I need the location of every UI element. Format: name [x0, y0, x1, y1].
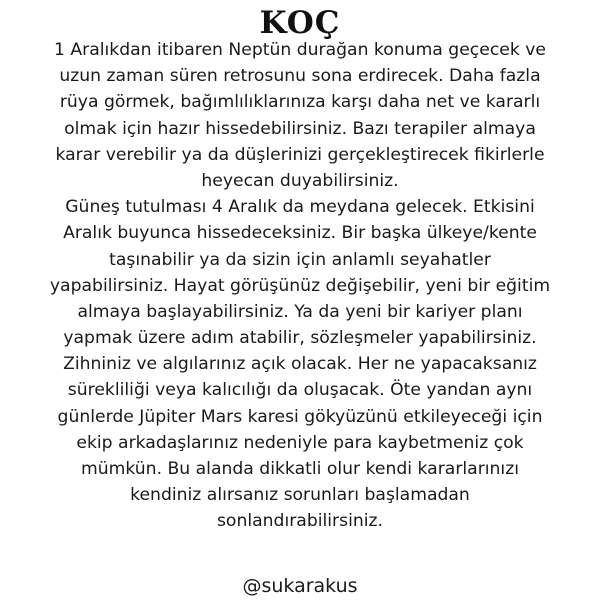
body-line: mümkün. Bu alanda dikkatli olur kendi kararlarınızı — [80, 459, 519, 479]
body-line: olmak için hazır hissedebilirsiniz. Bazı terapiler almaya — [64, 118, 536, 139]
horoscope-body — [4, 37, 596, 535]
body-line: heyecan duyabilirsiniz. — [201, 170, 399, 191]
body-line: uzun zaman süren retrosunu sona erdirecek. Daha fazla — [59, 66, 541, 87]
body-line: 1 Aralıkdan itibaren Neptün durağan konuma geçecek ve — [53, 40, 547, 60]
body-line: Aralık buyunca hissedeceksiniz. Bir başka ülkeye/kente — [63, 223, 537, 244]
body-line: günlerde Jüpiter Mars karesi gökyüzünü etkileyeceği için — [57, 406, 543, 427]
body-line: Güneş tutulması 4 Aralık da meydana gelecek. Etkisini — [65, 197, 535, 218]
body-line: kendiniz alırsanız sorunları başlamadan — [130, 485, 470, 506]
page-title: KOÇ — [259, 5, 341, 41]
body-line: ekip arkadaşlarınız nedeniyle para kaybetmeniz çok — [76, 432, 524, 453]
body-line: yapmak üzere adım atabilir, sözleşmeler yapabilirsiniz. — [63, 328, 537, 349]
body-line: sürekliliği veya kalıcılığı da oluşacak. Öte yandan aynı — [67, 380, 533, 401]
body-line: karar verebilir ya da düşlerinizi gerçekleştirecek fikirlerle — [55, 144, 545, 165]
body-line: sonlandırabilirsiniz. — [216, 511, 384, 532]
body-line: rüya görmek, bağımlılıklarınıza karşı daha net ve kararlı — [59, 92, 541, 113]
body-line: Zihniniz ve algılarınız açık olacak. Her ne yapacaksanız — [63, 354, 537, 375]
author-handle: @sukarakus — [242, 575, 358, 597]
body-line: taşınabilir ya da sizin için anlamlı seyahatler — [109, 249, 491, 270]
body-line: yapabilirsiniz. Hayat görüşünüz değişebilir, yeni bir eğitim — [49, 275, 551, 296]
body-line: almaya başlayabilirsiniz. Ya da yeni bir kariyer planı — [77, 301, 523, 322]
